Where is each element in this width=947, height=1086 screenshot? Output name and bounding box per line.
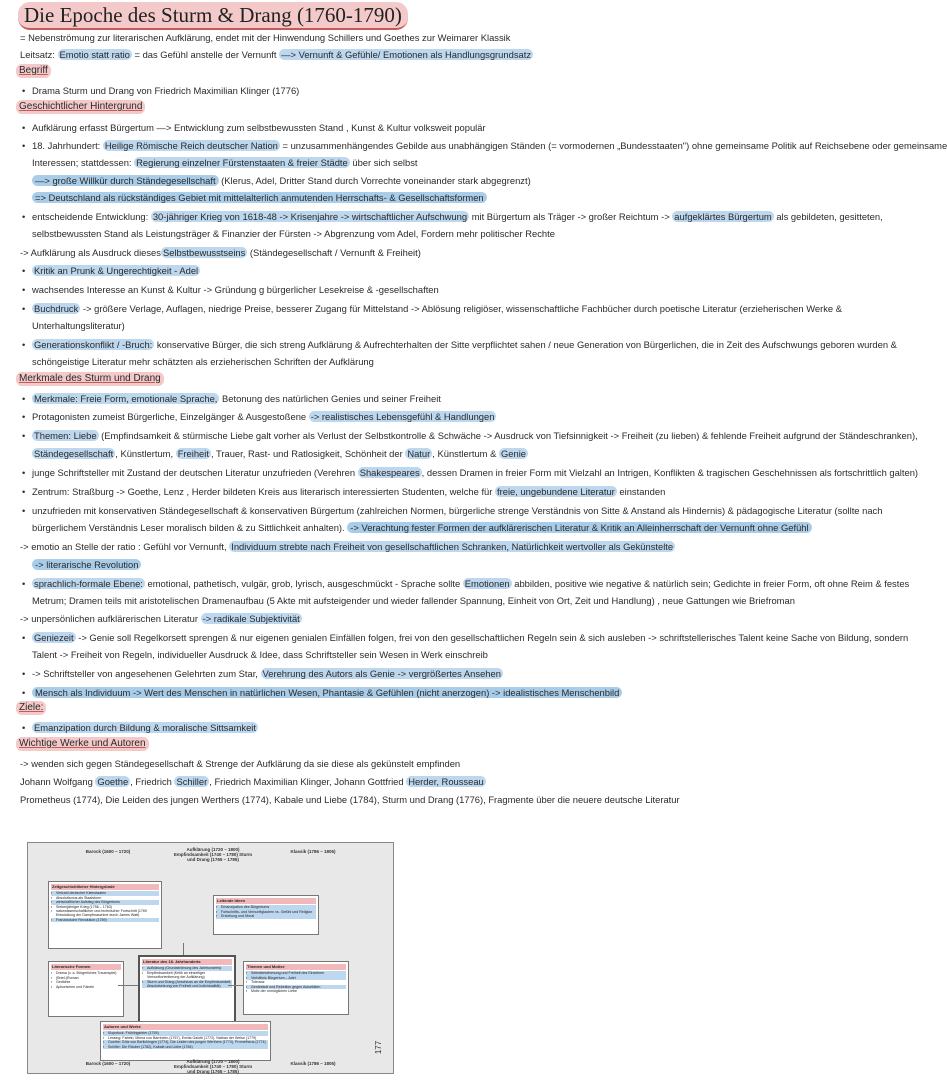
list-item-cont: —> große Willkür durch Ständegesellschaft (Klerus, Adel, Dritter Stand durch Vorrechte voneinander stark abgegrenzt) (20, 174, 818, 187)
list-item: • -> Schriftsteller von angesehenen Gelehrten zum Star, Verehrung des Autors als Genie -> vergrößertes Ansehen (20, 667, 818, 680)
box-item: ▪ Emanzipation des Bürgertums (216, 905, 316, 909)
list-item: • Kritik an Prunk & Ungerechtigkeit - Adel (20, 264, 818, 277)
werke-authors: Johann Wolfgang Goethe , Friedrich Schiller , Friedrich Maximilian Klinger, Johann Gottfried Herder, Rousseau (20, 776, 484, 787)
era-label: Barock (1600 – 1720) (85, 1061, 131, 1066)
box-item: ▪ Selbstbestimmung und Freiheit des Einzelnen (246, 971, 346, 975)
box-themen (243, 961, 349, 1015)
box-item: ▪ Absolutismus als Staatsform (51, 896, 159, 900)
box-leitende-ideen (213, 895, 319, 935)
box-title: Themen und Motive (246, 964, 346, 970)
box-item: ▪ Gedichte (51, 980, 121, 984)
list-item: -> emotio an Stelle der ratio : Gefühl vor Vernunft, Individuum strebte nach Freiheit von gesellschaftlichen Schranken, Natürlichkeit wertvoller als Gekünstelte (20, 541, 674, 552)
heading-werke: Wichtige Werke und Autoren (16, 737, 149, 751)
box-item: ▪ Siebenjähriger Krieg (1756 – 1763) (51, 905, 159, 909)
box-item: ▪ Klopstock: Frühlingsfeier (1759) (103, 1031, 268, 1035)
era-label: Aufklärung (1720 – 1800) Empfindsamkeit (1740 – 1780) Sturm und Drang (1765 – 1785) (173, 1059, 253, 1074)
box-item: ▪ Empfindsamkeit (Kritik an einseitiger Vernunftorientierung der Aufklärung) (142, 971, 232, 980)
list-item-cont: Talent -> Freiheit von Regeln, individueller Ausdruck & Idee, dass Schriftsteller sein Wesen in Werk einschreib (32, 649, 488, 660)
list-item-cont: selbstbewussten Stand als Leistungsträger & Finanzier der Fürsten -> Abgrenzung vom Adel, Fordern mehr politischer Rechte (32, 228, 555, 239)
page-title: Die Epoche des Sturm & Drang (1760-1790) (18, 2, 408, 30)
heading-ziele: Ziele: (16, 701, 46, 715)
box-item: ▪ Drama (v. a. Bürgerliches Trauerspiel) (51, 971, 121, 975)
heading-hintergrund: Geschichtlicher Hintergrund (16, 100, 145, 114)
list-item-cont: -> literarische Revolution (20, 558, 818, 571)
box-title: Literarische Formen (51, 964, 121, 970)
list-item: • Protagonisten zumeist Bürgerliche, Einzelgänger & Ausgestoßene -> realistisches Lebensgefühl & Handlungen (20, 410, 818, 423)
box-item: ▪ naturwissenschaftlicher und technischer Fortschritt (1769 Entwicklung der Dampfmaschine durch James Watt) (51, 909, 159, 918)
list-item: • Aufklärung erfasst Bürgertum —> Entwicklung zum selbstbewussten Stand , Kunst & Kultur volksweit populär (20, 121, 818, 134)
intro-line: = Nebenströmung zur literarischen Aufklärung, endet mit der Hinwendung Schillers und Goethes zur Weimarer Klassik (20, 32, 511, 43)
box-item: ▪ Toleranz (246, 980, 346, 984)
box-item: ▪ Lessing: Fabeln; Minna von Barnhelm (1767), Emilia Galotti (1772), Nathan der Weise (1779) (103, 1036, 268, 1040)
list-item-cont: Ständegesellschaft , Künstlertum, Freiheit , Trauer, Rast- und Ratlosigkeit, Schönheit der Natur , Künstlertum & Genie (34, 448, 526, 459)
box-title: Zeitgeschichtlicher Hintergründe (51, 884, 159, 890)
box-title: Leitende Ideen (216, 898, 316, 904)
era-label: Barock (1600 – 1720) (85, 849, 131, 854)
box-item: ▪ Schiller: Die Räuber (1782), Kabale und Liebe (1784) (103, 1045, 268, 1049)
list-item: • wachsendes Interesse an Kunst & Kultur -> Gründung g bürgerlicher Lesekreise & -gesellschaften (20, 283, 818, 296)
list-item: • Themen: Liebe (Empfindsamkeit & stürmische Liebe galt vorher als Verlust der Selbstkontrolle & Schwäche -> Ausdruck von Tiefsinnigkeit -> Freiheit (zu lieben) & fehlende Freiheit aufgrund der Ständeschranken), (20, 429, 818, 442)
box-autoren (100, 1021, 271, 1061)
list-item: • entscheidende Entwicklung: 30-jähriger Krieg von 1618-48 -> Krisenjahre -> wirtschaftlicher Aufschwung mit Bürgertum als Träger -> großer Reichtum -> aufgeklärtes Bürgertum als gebildeten, gesitteten, (20, 210, 818, 223)
box-item: ▪ Aufklärung (Grundströmung des Jahrhunderts) (142, 966, 232, 970)
heading-merkmale: Merkmale des Sturm und Drang (16, 372, 164, 386)
box-zeitgeschichte (48, 881, 162, 949)
list-item: • Buchdruck -> größere Verlage, Auflagen, niedrige Preise, besserer Zugang für Mittelstand -> Ablösung religiöser, wissenschaftliche Fachbücher durch poetische Literatur (erzieherischen Werke & (20, 302, 818, 315)
connector-line (183, 943, 184, 955)
list-item-cont: schöngeistige Literatur mehr schätzten als erzieherischen Schriften der Aufklärung (32, 356, 374, 367)
box-formen (48, 961, 124, 1017)
list-item: • unzufrieden mit konservativen Ständegesellschaft & konservativen Bürgertum (zahlreichen Normen, bürgerliche strenge Verständnis von Sitte & Anstand als Hindernis) & pädagogische Literatur (sollte nach (20, 504, 818, 517)
page-number: 177 (373, 1040, 383, 1055)
era-label: Aufklärung (1720 – 1800) Empfindsamkeit (1740 – 1780) Sturm und Drang (1765 – 1785) (173, 847, 253, 862)
list-item: • Mensch als Individuum -> Wert des Menschen in natürlichen Wesen, Phantasie & Gefühlen (nicht anerzogen) -> idealistisches Menschenbild (20, 686, 818, 699)
connector-line (118, 985, 138, 986)
box-title: Autoren und Werke (103, 1024, 268, 1030)
leitsatz-line: Leitsatz: Emotio statt ratio = das Gefühl anstelle der Vernunft —> Vernunft & Gefühle/ Emotionen als Handlungsgrundsatz (20, 49, 532, 60)
box-literatur (138, 955, 236, 1029)
box-item: ▪ Verhältnis Bürgertum – Adel (246, 976, 346, 980)
list-item: -> unpersönlichen aufklärerischen Literatur -> radikale Subjektivität (20, 613, 300, 624)
box-item: ▪ Sturm und Drang (Anschluss an die Empfindsamkeit; Absolutsetzung von Freiheit und Individualität) (142, 980, 232, 989)
list-item: • Merkmale: Freie Form, emotionale Sprache, Betonung des natürlichen Genies und seiner Freiheit (20, 392, 818, 405)
list-item-cont: Unterhaltungsliteratur) (32, 320, 125, 331)
box-item: ▪ Französische Revolution (1789) (51, 918, 159, 922)
list-item-cont: Interessen; stattdessen: Regierung einzelner Fürstenstaaten & freier Städte über sich selbst (32, 157, 418, 168)
heading-begriff: Begriff (16, 64, 51, 78)
list-item: • junge Schriftsteller mit Zustand der deutschen Literatur unzufrieden (Verehren Shakespeares , dessen Dramen in freier Form mit Vielzahl an Intrigen, Konflikten & tragischen Geschehnissen als fortschrittlich galten) (20, 466, 818, 479)
list-item-cont: => Deutschland als rückständiges Gebiet mit mittelalterlich anmutenden Herrschafts- & Gesellschaftsformen (20, 191, 818, 204)
list-item: • 18. Jahrhundert: Heilige Römische Reich deutscher Nation = unzusammenhängendes Gebilde aus unabhängigen Ständen (= vormodernen „Bundesstaaten") ohne gemeinsame Politik auf Reichsebene oder gemeinsame (20, 139, 818, 152)
list-item: • Zentrum: Straßburg -> Goethe, Lenz , Herder bildeten Kreis aus literarisch interessierten Studenten, welche für freie, ungebundene Literatur einstanden (20, 485, 818, 498)
list-item: • Generationskonflikt / -Bruch: konservative Bürger, die sich streng Aufklärung & Aufrechterhalten der Sitte verpflichtet sahen / neue Generation von Bürgerlichen, die in Zeit des Aufschwungs geboren wurden & (20, 338, 818, 351)
box-item: ▪ Vielzahl deutscher Kleinstaaten (51, 891, 159, 895)
box-item: ▪ Erziehung und Moral (216, 914, 316, 918)
box-item: ▪ (Brief-)Roman (51, 976, 121, 980)
list-item: • Geniezeit -> Genie soll Regelkorsett sprengen & nur eigenen genialen Einfällen folgen, frei von den gesellschaftlichen Regeln sein & sich ausleben -> schriftstellerisches Talent keine Sache von Bildung, sondern (20, 631, 818, 644)
begriff-item: • Drama Sturm und Drang von Friedrich Maximilian Klinger (1776) (20, 84, 818, 97)
era-label: Klassik (1786 – 1805) (290, 1061, 336, 1066)
list-item-cont: bürgerlichem Verständnis Leser moralisch bilden & zu Sittlichkeit anhalten). -> Verachtung fester Formen der aufklärerischen Literatur & Kritik an Alleinherrschaft der Vernunft ohne Gefühl (20, 521, 818, 534)
list-item-cont: Metrum; Dramen teils mit aristotelischen Dramenaufbau (5 Akte mit aufsteigender und wieder fallender Spannung, Einheit von Ort, Zeit und Handlung) , neue Gattungen wie Briefroman (32, 595, 795, 606)
list-item: -> Aufklärung als Ausdruck dieses Selbstbewusstseins (Ständegesellschaft / Vernunft & Freiheit) (20, 247, 421, 258)
box-item: ▪ Motiv der unmöglichen Liebe (246, 989, 346, 993)
box-item: ▪ Fortschritts- und Vernunftglauben vs. Gefühl und Religion (216, 910, 316, 914)
connector-line (228, 985, 243, 986)
era-label: Klassik (1786 – 1805) (290, 849, 336, 854)
box-item: ▪ Aphorismen und Fabeln (51, 985, 121, 989)
box-title: Literatur des 18. Jahrhunderts (142, 959, 232, 965)
werke-line: -> wenden sich gegen Ständegesellschaft & Strenge der Aufklärung da sie diese als gekünstelt empfinden (20, 758, 461, 769)
werke-titles: Prometheus (1774), Die Leiden des jungen Werthers (1774), Kabale und Liebe (1784), Sturm und Drang (1776), Fragmente über die neuere deutsche Literatur (20, 794, 680, 805)
box-item: ▪ Genieekult und Rebellion gegen Autoritäten (246, 985, 346, 989)
list-item: • sprachlich-formale Ebene: emotional, pathetisch, vulgär, grob, lyrisch, ausgeschmückt - Sprache sollte Emotionen abbilden, positive wie negative & natürlich sein; Gedichte in freier Form, oft ohne Reim & festes (20, 577, 818, 590)
box-item: ▪ Goethe: Götz von Berlichingen (1774), Die Leiden des jungen Werthers (1774), Prometheus (1774) (103, 1040, 268, 1044)
box-item: ▪ wirtschaftlicher Aufstieg des Bürgertums (51, 900, 159, 904)
epoch-diagram (27, 842, 394, 1074)
ziele-item: • Emanzipation durch Bildung & moralische Sittsamkeit (20, 721, 818, 734)
